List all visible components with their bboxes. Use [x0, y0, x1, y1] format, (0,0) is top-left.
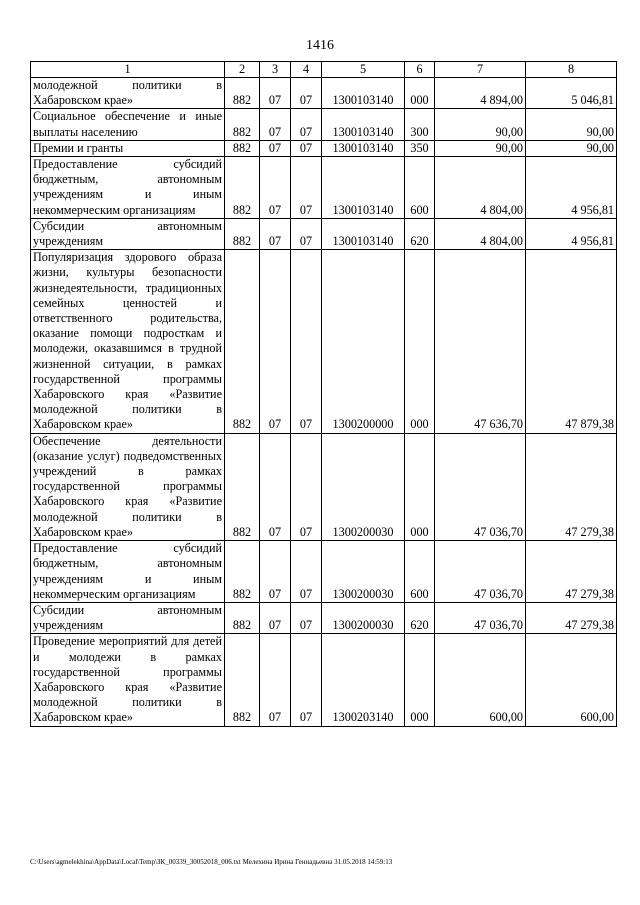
cell-code-5: 1300103140: [322, 140, 405, 156]
cell-code-3: 07: [260, 602, 291, 633]
table-row: [31, 541, 617, 603]
cell-code-6: 600: [405, 157, 435, 219]
cell-code-3: 07: [260, 218, 291, 249]
cell-amount-8: 4 956,81: [526, 157, 617, 219]
cell-code-5: 1300200030: [322, 602, 405, 633]
cell-code-3: 07: [260, 109, 291, 140]
cell-amount-7: 4 804,00: [435, 218, 526, 249]
table-row: [31, 218, 617, 249]
cell-code-5: 1300103140: [322, 78, 405, 109]
row-name: Субсидии автономным учреждениям: [31, 218, 225, 249]
cell-amount-7: 47 036,70: [435, 433, 526, 540]
cell-code-4: 07: [291, 140, 322, 156]
cell-code-6: 000: [405, 433, 435, 540]
row-name: Проведение мероприятий для детей и молодежи в рамках государственной программы Хабаровского края «Развитие молодежной политики в Хабаровском крае»: [31, 634, 225, 726]
cell-code-4: 07: [291, 218, 322, 249]
row-name: Социальное обеспечение и иные выплаты населению: [31, 109, 225, 140]
cell-amount-7: 4 894,00: [435, 78, 526, 109]
cell-code-6: 300: [405, 109, 435, 140]
row-name: Предоставление субсидий бюджетным, автономным учреждениям и иным некоммерческим организациям: [31, 541, 225, 603]
cell-amount-7: 47 036,70: [435, 541, 526, 603]
cell-code-4: 07: [291, 634, 322, 726]
cell-code-5: 1300200030: [322, 433, 405, 540]
cell-code-5: 1300200000: [322, 250, 405, 433]
table-row: [31, 433, 617, 540]
column-header: 6: [405, 62, 435, 78]
table-row: [31, 109, 617, 140]
cell-code-3: 07: [260, 157, 291, 219]
cell-amount-8: 4 956,81: [526, 218, 617, 249]
cell-amount-7: 600,00: [435, 634, 526, 726]
column-header: 4: [291, 62, 322, 78]
cell-code-3: 07: [260, 140, 291, 156]
cell-amount-7: 90,00: [435, 109, 526, 140]
cell-code-2: 882: [225, 602, 260, 633]
column-header: 1: [31, 62, 225, 78]
cell-code-5: 1300200030: [322, 541, 405, 603]
row-name: молодежной политики в Хабаровском крае»: [31, 78, 225, 109]
cell-code-5: 1300103140: [322, 218, 405, 249]
table-row: [31, 78, 617, 109]
cell-code-5: 1300103140: [322, 109, 405, 140]
cell-code-4: 07: [291, 602, 322, 633]
cell-amount-8: 5 046,81: [526, 78, 617, 109]
cell-code-4: 07: [291, 78, 322, 109]
cell-code-3: 07: [260, 78, 291, 109]
cell-code-2: 882: [225, 541, 260, 603]
cell-code-3: 07: [260, 250, 291, 433]
cell-amount-8: 47 279,38: [526, 433, 617, 540]
budget-table: [30, 61, 617, 727]
cell-code-2: 882: [225, 157, 260, 219]
cell-code-4: 07: [291, 433, 322, 540]
cell-code-2: 882: [225, 140, 260, 156]
column-header: 2: [225, 62, 260, 78]
table-row: [31, 157, 617, 219]
cell-amount-7: 90,00: [435, 140, 526, 156]
row-name: Субсидии автономным учреждениям: [31, 602, 225, 633]
cell-code-3: 07: [260, 541, 291, 603]
column-header: 3: [260, 62, 291, 78]
table-row: [31, 140, 617, 156]
cell-code-3: 07: [260, 433, 291, 540]
cell-code-6: 350: [405, 140, 435, 156]
cell-code-6: 000: [405, 634, 435, 726]
table-header-row: [31, 62, 617, 78]
cell-code-6: 600: [405, 541, 435, 603]
column-header: 8: [526, 62, 617, 78]
cell-amount-8: 90,00: [526, 109, 617, 140]
cell-code-6: 620: [405, 218, 435, 249]
cell-amount-8: 47 879,38: [526, 250, 617, 433]
cell-amount-8: 47 279,38: [526, 602, 617, 633]
cell-amount-8: 47 279,38: [526, 541, 617, 603]
table-row: [31, 250, 617, 433]
cell-code-3: 07: [260, 634, 291, 726]
cell-code-5: 1300103140: [322, 157, 405, 219]
cell-amount-8: 90,00: [526, 140, 617, 156]
cell-code-6: 000: [405, 250, 435, 433]
row-name: Популяризация здорового образа жизни, культуры безопасности жизнедеятельности, традиционных семейных ценностей и ответственного родительства, оказание помощи подросткам и молодежи, оказавшимся в трудной жизненной ситуации, в рамках государственной программы Хабаровского края «Развитие молодежной политики в Хабаровском крае»: [31, 250, 225, 433]
cell-code-4: 07: [291, 157, 322, 219]
cell-amount-8: 600,00: [526, 634, 617, 726]
column-header: 7: [435, 62, 526, 78]
cell-code-6: 000: [405, 78, 435, 109]
cell-code-4: 07: [291, 541, 322, 603]
cell-code-4: 07: [291, 250, 322, 433]
cell-code-2: 882: [225, 433, 260, 540]
column-header: 5: [322, 62, 405, 78]
cell-code-2: 882: [225, 109, 260, 140]
table-row: [31, 602, 617, 633]
cell-amount-7: 47 036,70: [435, 602, 526, 633]
cell-code-5: 1300203140: [322, 634, 405, 726]
cell-code-2: 882: [225, 218, 260, 249]
row-name: Предоставление субсидий бюджетным, автономным учреждениям и иным некоммерческим организациям: [31, 157, 225, 219]
table-row: [31, 634, 617, 726]
cell-code-2: 882: [225, 634, 260, 726]
cell-amount-7: 4 804,00: [435, 157, 526, 219]
cell-code-2: 882: [225, 250, 260, 433]
row-name: Обеспечение деятельности (оказание услуг) подведомственных учреждений в рамках государственной программы Хабаровского края «Развитие молодежной политики в Хабаровском крае»: [31, 433, 225, 540]
cell-code-2: 882: [225, 78, 260, 109]
cell-code-6: 620: [405, 602, 435, 633]
cell-amount-7: 47 636,70: [435, 250, 526, 433]
page-number: 1416: [306, 38, 334, 53]
file-path-footer: C:\Users\agmelekhina\AppData\Local\Temp\ЗК_00339_30052018_006.txt Мелехина Ирина Геннадьевна 31.05.2018 14:59:13: [30, 858, 393, 866]
cell-code-4: 07: [291, 109, 322, 140]
row-name: Премии и гранты: [31, 140, 225, 156]
